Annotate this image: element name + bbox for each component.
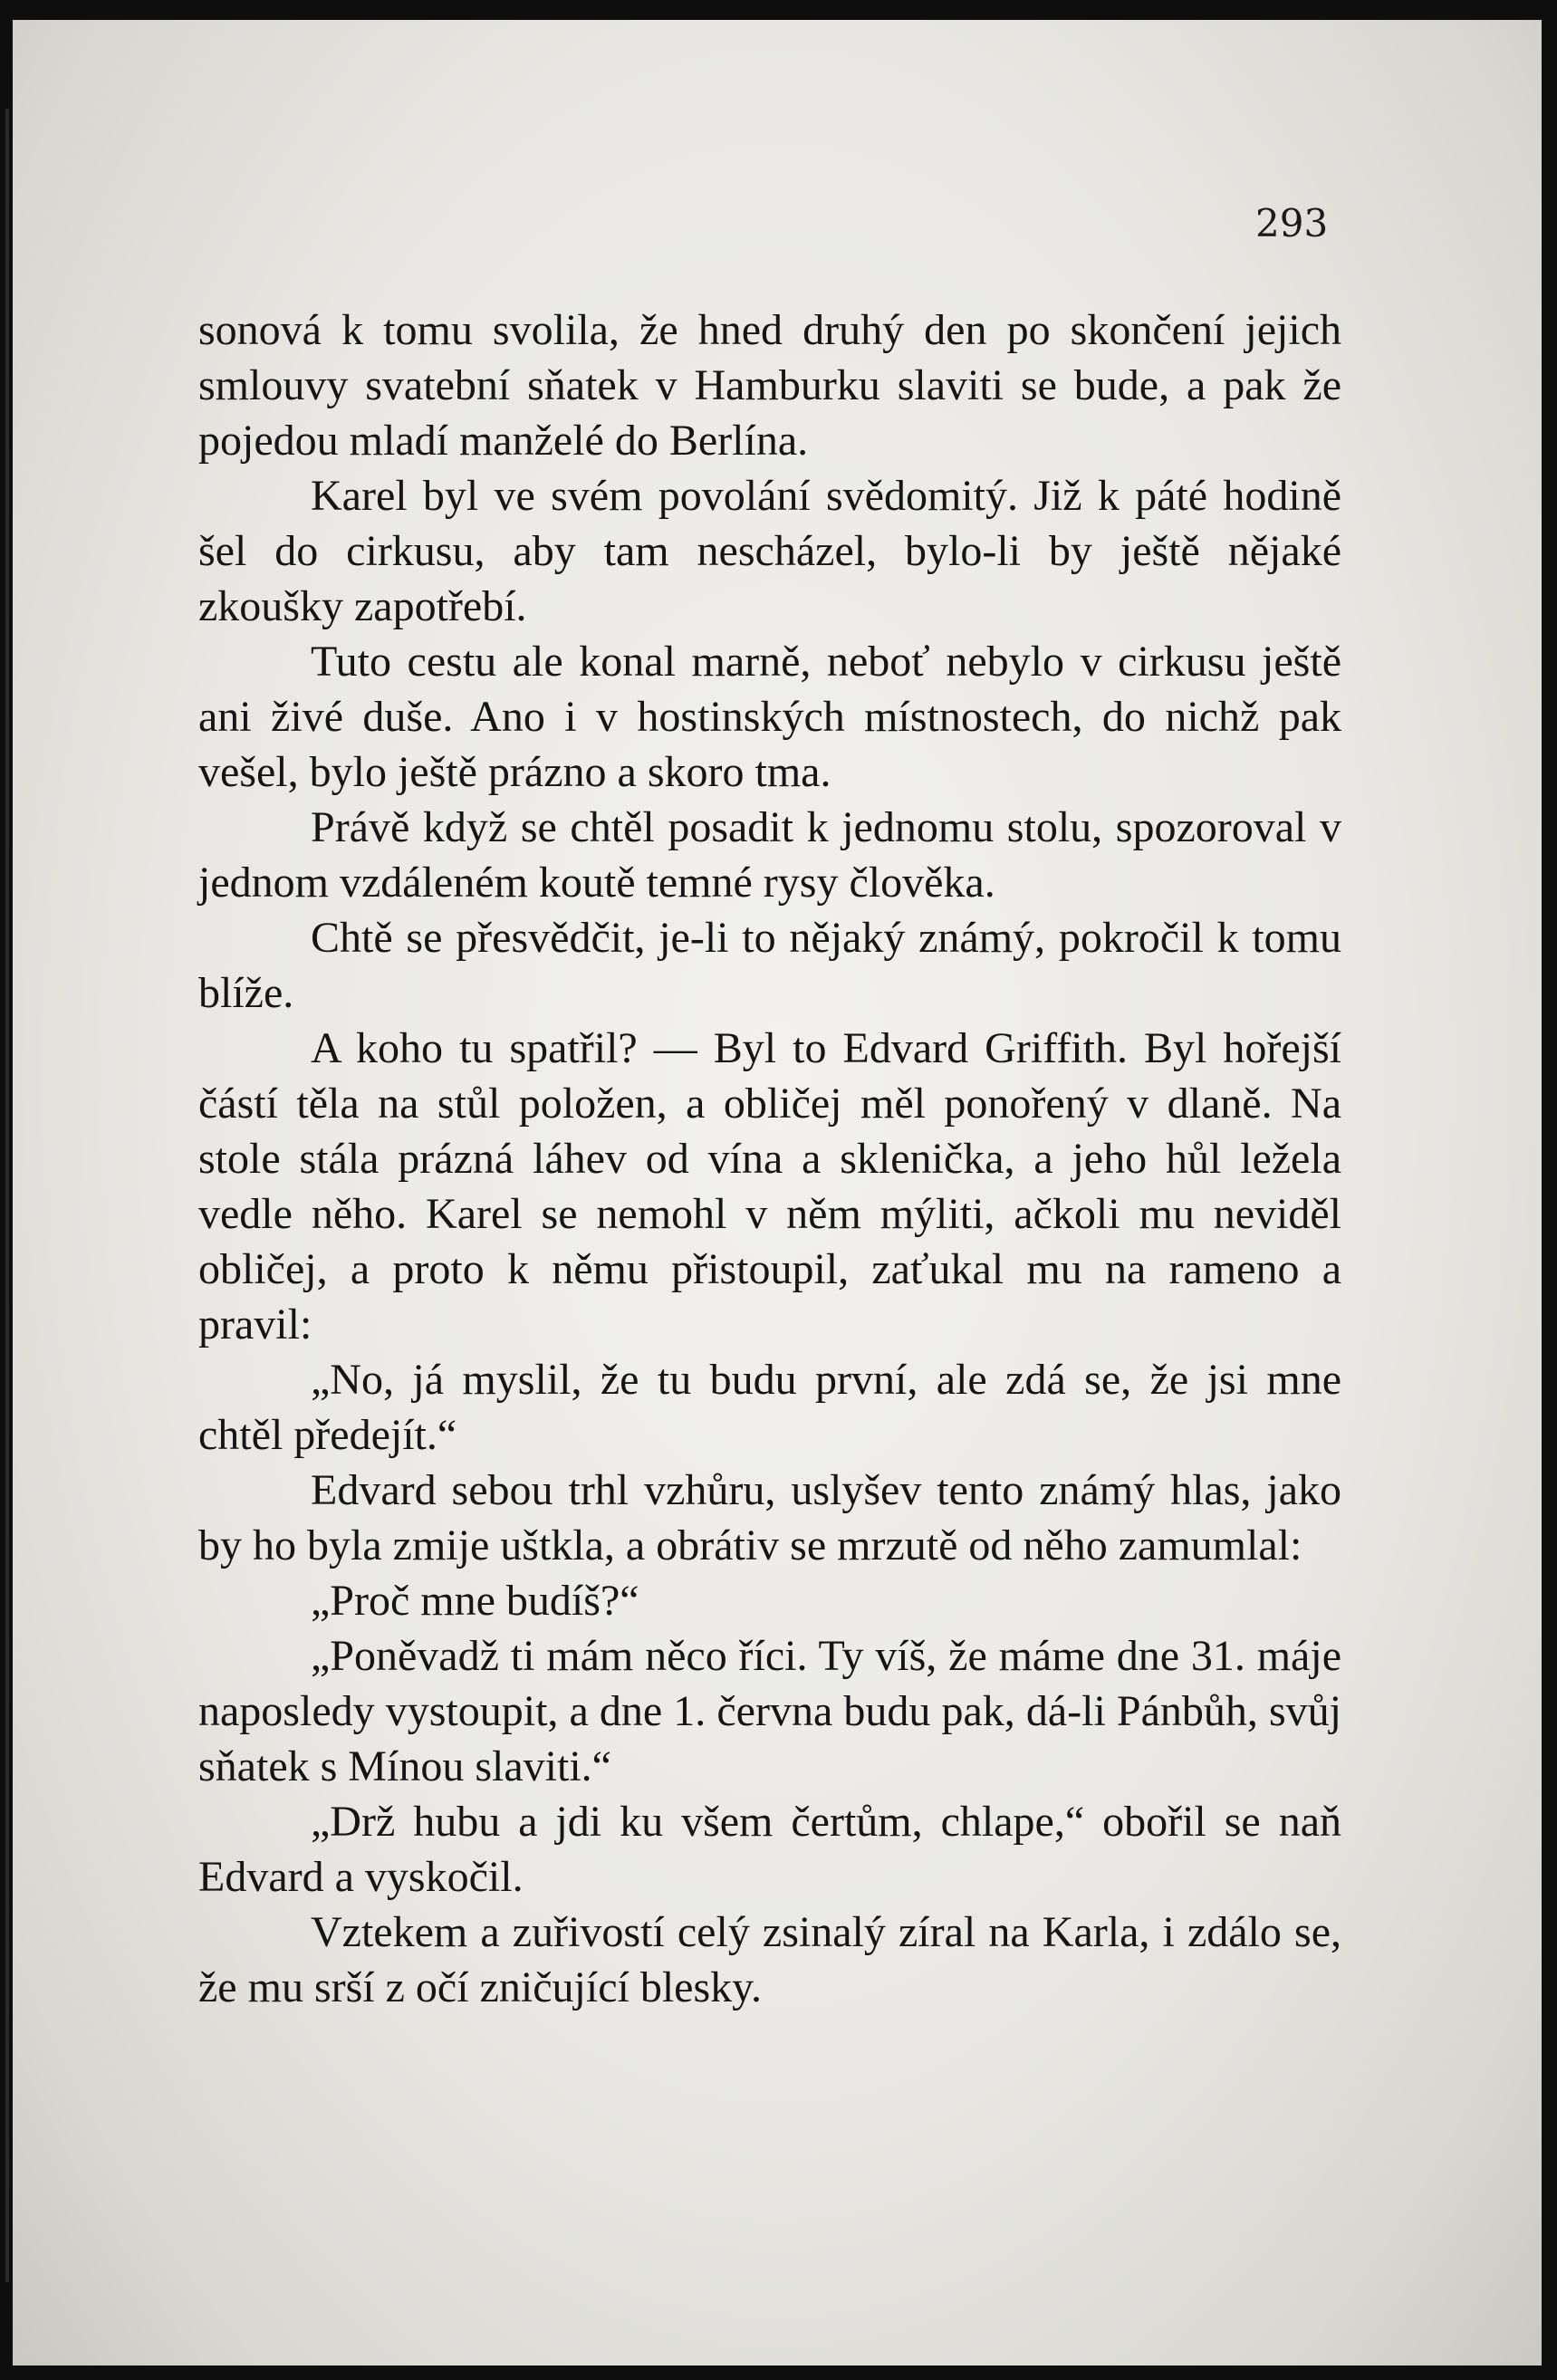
paragraph: A koho tu spatřil? — Byl to Edvard Griffith. Byl hořejší částí těla na stůl položen, a obličej měl ponořený v dlaně. Na stole stála prázná láhev od vína a sklenička, a jeho hůl ležela vedle něho. Karel se nemohl v něm mýliti, ačkoli mu neviděl obličej, a proto k němu přistoupil, zaťukal mu na rameno a pravil:: [198, 1024, 1341, 1348]
paragraph: sonová k tomu svolila, že hned druhý den po skončení jejich smlouvy svatební sňatek v Hamburku slaviti se bude, a pak že pojedou mladí manželé do Berlína.: [198, 306, 1341, 465]
paragraph: Tuto cestu ale konal marně, neboť nebylo v cirkusu ještě ani živé duše. Ano i v hostinských místnostech, do nichž pak vešel, bylo ještě prázno a skoro tma.: [198, 638, 1341, 796]
binding-edge: [5, 109, 9, 2282]
paragraph: Právě když se chtěl posadit k jednomu stolu, spozoroval v jednom vzdáleném koutě temné rysy člověka.: [198, 803, 1341, 907]
book-page: [13, 20, 1542, 2366]
paragraph: „Poněvadž ti mám něco říci. Ty víš, že máme dne 31. máje naposledy vystoupit, a dne 1. června budu pak, dá-li Pánbůh, svůj sňatek s Mínou slaviti.“: [198, 1632, 1341, 1790]
paragraph: „Proč mne budíš?“: [311, 1577, 639, 1625]
page-number: 293: [1255, 201, 1329, 245]
paragraph: Edvard sebou trhl vzhůru, uslyšev tento známý hlas, jako by ho byla zmije uštkla, a obrátiv se mrzutě od něho zamumlal:: [198, 1466, 1341, 1569]
body-text: [198, 302, 1341, 2015]
paragraph: Chtě se přesvědčit, je-li to nějaký známý, pokročil k tomu blíže.: [198, 914, 1341, 1017]
paragraph: „Drž hubu a jdi ku všem čertům, chlape,“ obořil se naň Edvard a vyskočil.: [198, 1798, 1341, 1901]
paragraph: Vztekem a zuřivostí celý zsinalý zíral na Karla, i zdálo se, že mu srší z očí zničující blesky.: [198, 1908, 1341, 2011]
paragraph: Karel byl ve svém povolání svědomitý. Již k páté hodině šel do cirkusu, aby tam nescházel, bylo-li by ještě nějaké zkoušky zapotřebí.: [198, 472, 1341, 630]
paragraph: „No, já myslil, že tu budu první, ale zdá se, že jsi mne chtěl předejít.“: [198, 1356, 1341, 1459]
